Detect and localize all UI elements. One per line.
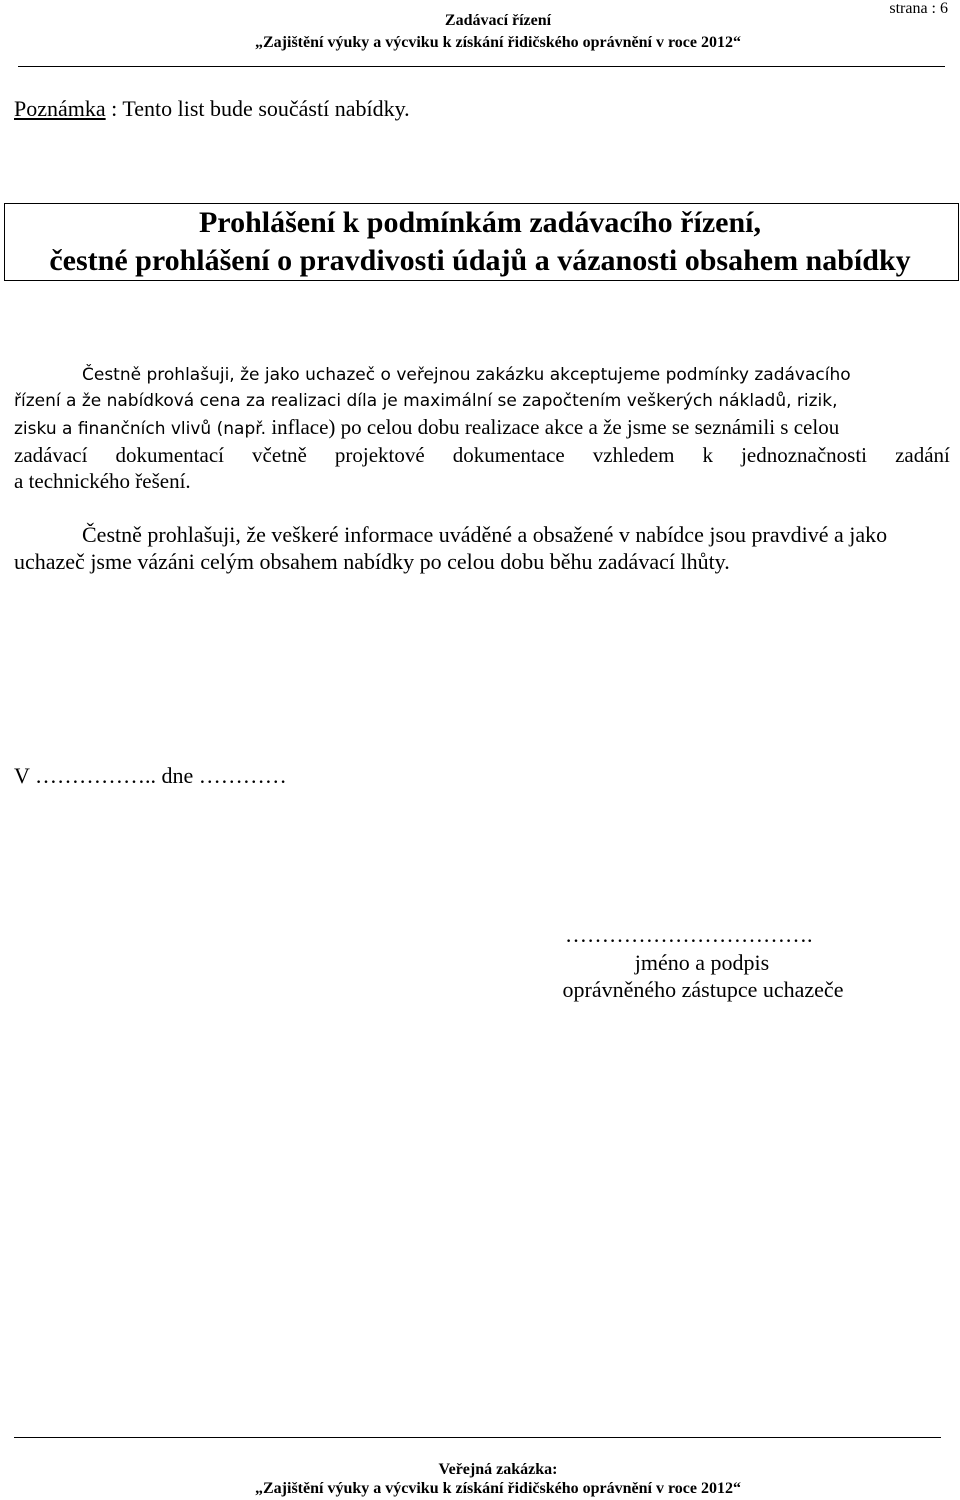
place-date-line: V …………….. dne ………… [14, 763, 287, 788]
signature-label-role: oprávněného zástupce uchazeče [562, 977, 844, 1002]
paragraph-line: uchazeč jsme vázáni celým obsahem nabídky po celou dobu běhu zadávací lhůty. [14, 549, 730, 574]
paragraph-truthfulness [14, 521, 950, 575]
word: dokumentace [452, 443, 565, 467]
paragraph-line: řízení a že nabídková cena za realizaci díla je maximální se započtením veškerých nákladů, rizik, [14, 391, 838, 411]
paragraph-line: a technického řešení. [14, 469, 191, 493]
header-subtitle: „Zajištění výuky a výcviku k získání řidičského oprávnění v roce 2012“ [255, 34, 741, 51]
footer-subtitle: „Zajištění výuky a výcviku k získání řidičského oprávnění v roce 2012“ [255, 1480, 741, 1497]
paragraph-line [14, 442, 950, 468]
word: zadávací [14, 443, 88, 467]
word: projektové [334, 443, 425, 467]
word: jednoznačnosti [741, 443, 868, 467]
paragraph-line: Čestně prohlašuji, že jako uchazeč o veřejnou zakázku akceptujeme podmínky zadávacího [82, 365, 851, 385]
footer-title: Veřejná zakázka: [438, 1461, 558, 1478]
word: vzhledem [592, 443, 675, 467]
paragraph-acceptance [14, 362, 950, 494]
header-title: Zadávací řízení [444, 12, 552, 29]
footer-divider [14, 1437, 941, 1438]
page-number: strana : 6 [889, 0, 948, 17]
signature-line: ……………………………. [565, 922, 813, 947]
word: včetně [252, 443, 307, 467]
paragraph-line [14, 414, 950, 442]
note [14, 96, 410, 122]
header-divider [18, 66, 945, 67]
signature-label-name: jméno a podpis [634, 950, 770, 975]
document-title-line-2: čestné prohlášení o pravdivosti údajů a vázanosti obsahem nabídky [49, 244, 911, 277]
word: k [702, 443, 713, 467]
note-text: : Tento list bude součástí nabídky. [105, 96, 410, 121]
word: dokumentací [115, 443, 224, 467]
note-label: Poznámka [14, 96, 106, 121]
paragraph-line-part: inflace) po celou dobu realizace akce a že jsme se seznámili s celou [266, 415, 840, 439]
paragraph-line-part: zisku a finančních vlivů (např. [14, 419, 267, 439]
word: zadání [895, 443, 950, 467]
paragraph-line: Čestně prohlašuji, že veškeré informace uváděné a obsažené v nabídce jsou pravdivé a jako [82, 522, 888, 547]
document-title-line-1: Prohlášení k podmínkám zadávacího řízení, [198, 206, 761, 239]
